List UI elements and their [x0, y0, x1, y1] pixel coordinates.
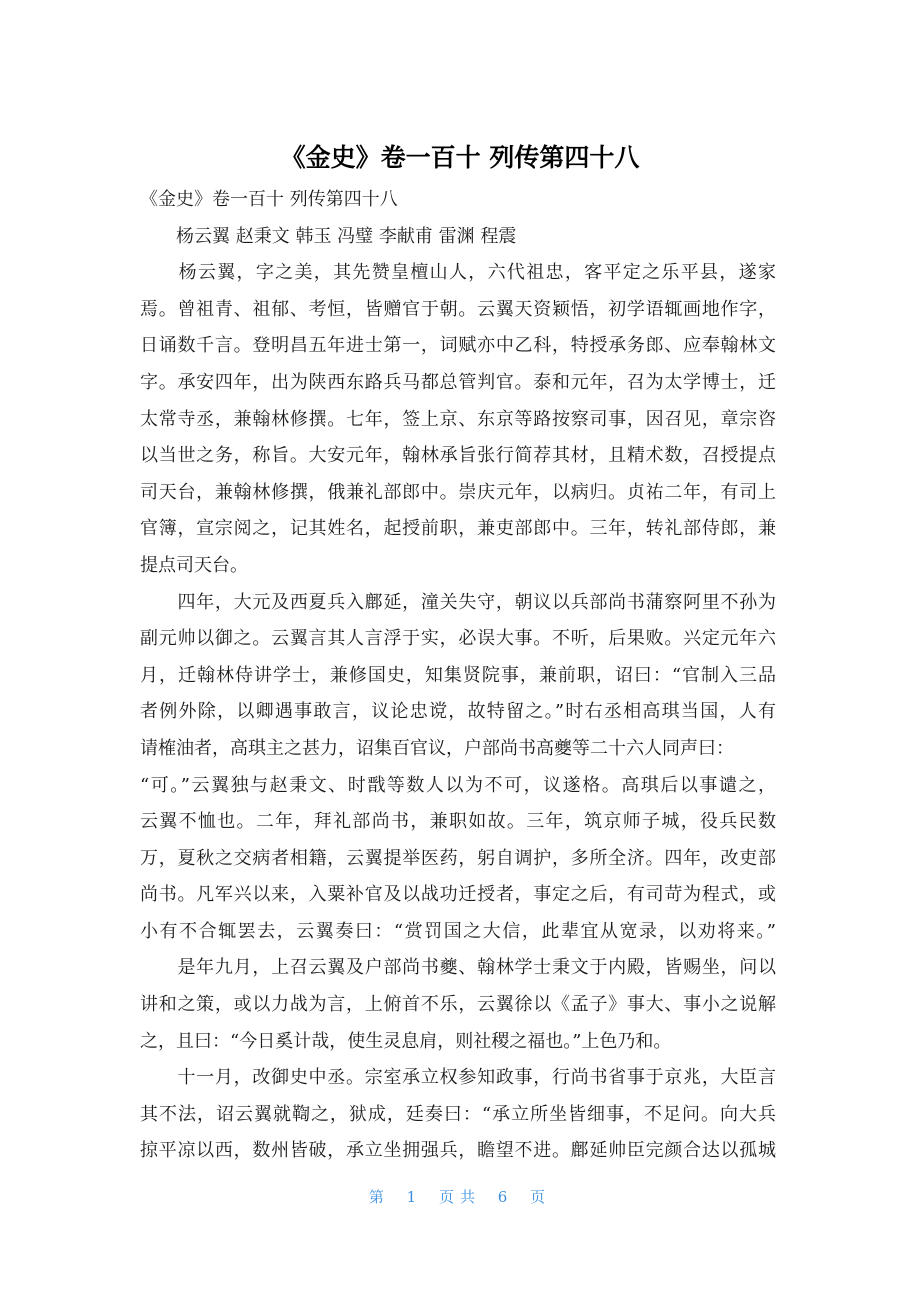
- text-line: 焉。曾祖青、祖郁、考恒，皆赠官于朝。云翼天资颖悟，初学语辄画地作字，: [140, 298, 776, 320]
- text-line: 尚书。凡军兴以来，入粟补官及以战功迁授者，事定之后，有司苛为程式，或: [140, 884, 776, 906]
- text-line: 司天台，兼翰林修撰，俄兼礼部郎中。崇庆元年，以病归。贞祐二年，有司上: [140, 481, 776, 503]
- text-line: “可。”云翼独与赵秉文、时戬等数人以为不可，议遂格。高琪后以事谴之，: [140, 774, 776, 796]
- text-line: 杨云翼，字之美，其先赞皇檀山人，六代祖忠，客平定之乐平县，遂家: [140, 262, 776, 284]
- text-line: 掠平凉以西，数州皆破，承立坐拥强兵，瞻望不进。鄜延帅臣完颜合达以孤城: [140, 1140, 776, 1162]
- text-line: 其不法，诏云翼就鞫之，狱成，廷奏曰：“承立所坐皆细事，不足问。向大兵: [140, 1103, 776, 1125]
- biography-names: 杨云翼 赵秉文 韩玉 冯璧 李献甫 雷渊 程震: [140, 225, 517, 247]
- text-line: 十一月，改御史中丞。宗室承立权参知政事，行尚书省事于京兆，大臣言: [140, 1067, 776, 1089]
- footer-label-page: 第: [368, 1188, 390, 1206]
- text-line: 提点司天台。: [140, 554, 248, 576]
- text-line: 月，迁翰林侍讲学士，兼修国史，知集贤院事，兼前职，诏曰：“官制入三品: [140, 664, 776, 686]
- paragraph-4: [140, 1060, 776, 1170]
- text-line: 云翼不恤也。二年，拜礼部尚书，兼职如故。三年，筑京师子城，役兵民数: [140, 811, 776, 833]
- text-line: 日诵数千言。登明昌五年进士第一，词赋亦中乙科，特授承务郎、应奉翰林文: [140, 335, 776, 357]
- paragraph-2: [140, 585, 776, 951]
- document-body: [140, 182, 776, 1170]
- text-line: 四年，大元及西夏兵入鄜延，潼关失守，朝议以兵部尚书蒲察阿里不孙为: [140, 591, 776, 613]
- text-line: 字。承安四年，出为陕西东路兵马都总管判官。泰和元年，召为太学博士，迁: [140, 371, 776, 393]
- text-line: 万，夏秋之交病者相籍，云翼提举医药，躬自调护，多所全济。四年，改吏部: [140, 847, 776, 869]
- paragraph-1: [140, 255, 776, 584]
- text-line: 以当世之务，称旨。大安元年，翰林承旨张行简荐其材，且精术数，召授提点: [140, 445, 776, 467]
- page-footer: [0, 1186, 920, 1207]
- text-line: 讲和之策，或以力战为言，上俯首不乐，云翼徐以《孟子》事大、事小之说解: [140, 994, 776, 1016]
- document-title: 《金史》卷一百十 列传第四十八: [280, 143, 640, 172]
- text-line: 是年九月，上召云翼及户部尚书夔、翰林学士秉文于内殿，皆赐坐，问以: [140, 957, 776, 979]
- text-line: 副元帅以御之。云翼言其人言浮于实，必误大事。不听，后果败。兴定元年六: [140, 628, 776, 650]
- footer-label-of: 页共: [438, 1188, 481, 1206]
- document-subtitle: 《金史》卷一百十 列传第四十八: [140, 189, 398, 210]
- text-line: 请榷油者，高琪主之甚力，诏集百官议，户部尚书高夔等二十六人同声曰：: [140, 737, 734, 759]
- text-line: 之，且曰：“今日奚计哉，使生灵息肩，则社稷之福也。”上色乃和。: [140, 1030, 672, 1052]
- text-line: 小有不合辄罢去，云翼奏曰：“赏罚国之大信，此辈宜从宽录，以劝将来。”: [140, 920, 776, 942]
- current-page-number: 1: [406, 1188, 423, 1206]
- total-pages-number: 6: [497, 1188, 514, 1206]
- paragraph-3: [140, 950, 776, 1060]
- text-line: 太常寺丞，兼翰林修撰。七年，签上京、东京等路按察司事，因召见，章宗咨: [140, 408, 776, 430]
- text-line: 官簿，宣宗阅之，记其姓名，起授前职，兼吏部郎中。三年，转礼部侍郎，兼: [140, 518, 776, 540]
- footer-label-end: 页: [530, 1188, 552, 1206]
- text-line: 者例外除，以卿遇事敢言，议论忠谠，故特留之。”时右丞相高琪当国，人有: [140, 701, 776, 723]
